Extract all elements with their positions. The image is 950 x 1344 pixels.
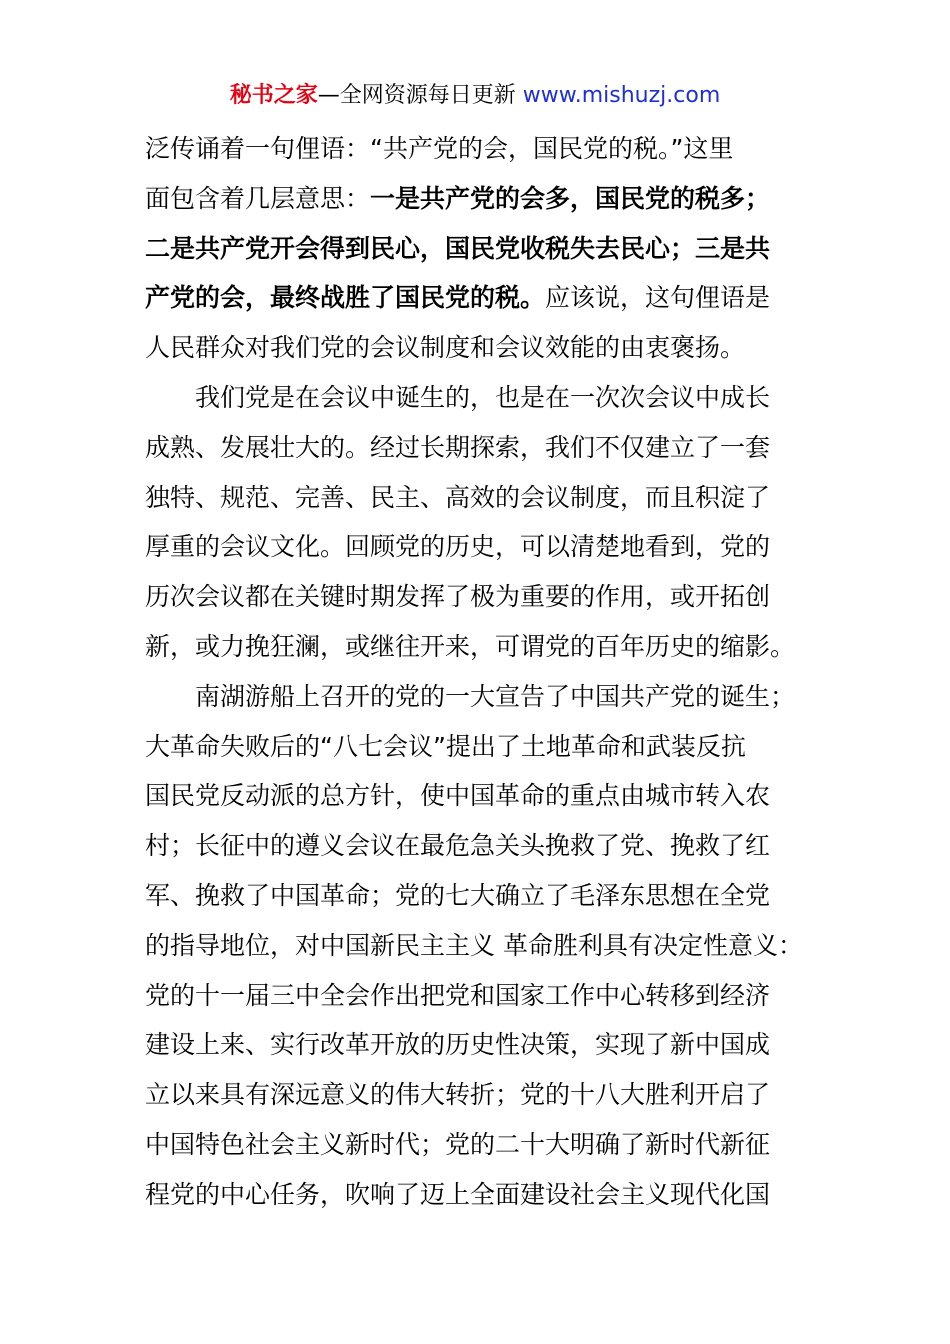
bold-text-run: 产党的会，最终战胜了国民党的税。 <box>145 283 546 313</box>
text-line: 的指导地位，对中国新民主主义 革命胜利具有决定性意义： <box>145 930 803 960</box>
text-line <box>145 174 835 224</box>
article-body <box>145 124 835 1220</box>
brand-name: 秘书之家 <box>229 83 318 108</box>
text-line: 人民群众对我们党的会议制度和会议效能的由衷褒扬。 <box>145 333 746 363</box>
header-tagline: —全网资源每日更新 <box>317 83 516 108</box>
text-line: 新，或力挽狂澜，或继往开来，可谓党的百年历史的缩影。 <box>145 631 796 661</box>
text-line: 独特、规范、完善、民主、高效的会议制度，而且积淀了 <box>145 482 771 512</box>
site-header <box>0 80 950 112</box>
text-line: 中国特色社会主义新时代；党的二十大明确了新时代新征 <box>145 1129 771 1159</box>
text-line: 村；长征中的遵义会议在最危急关头挽救了党、挽救了红 <box>145 831 771 861</box>
text-line: 国民党反动派的总方针，使中国革命的重点由城市转入农 <box>145 781 771 811</box>
text-line: 泛传诵着一句俚语：“共产党的会，国民党的税。”这里 <box>145 134 734 163</box>
paragraph-first-line: 南湖游船上召开的党的一大宣告了中国共产党的诞生； <box>195 681 796 711</box>
bold-text-line: 二是共产党开会得到民心，国民党收税失去民心；三是共 <box>145 233 771 263</box>
text-line: 大革命失败后的“八七会议”提出了土地革命和武装反抗 <box>145 731 746 761</box>
text-line <box>145 273 835 323</box>
site-url-link[interactable]: www.mishuzj.com <box>522 83 721 108</box>
paragraph-first-line: 我们党是在会议中诞生的，也是在一次次会议中成长 <box>195 382 771 412</box>
bold-text-run: 一是共产党的会多，国民党的税多； <box>370 183 771 213</box>
text-line: 军、挽救了中国革命；党的七大确立了毛泽东思想在全党 <box>145 880 771 910</box>
text-line: 成熟、发展壮大的。经过长期探索，我们不仅建立了一套 <box>145 432 771 462</box>
text-run: 应该说，这句俚语是 <box>545 283 771 313</box>
text-line: 立以来具有深远意义的伟大转折；党的十八大胜利开启了 <box>145 1080 771 1110</box>
text-line: 程党的中心任务，吹响了迈上全面建设社会主义现代化国 <box>145 1179 771 1209</box>
text-line: 建设上来、实行改革开放的历史性决策，实现了新中国成 <box>145 1030 771 1060</box>
text-line: 党的十一届三中全会作出把党和国家工作中心转移到经济 <box>145 980 771 1010</box>
text-line: 厚重的会议文化。回顾党的历史，可以清楚地看到，党的 <box>145 532 771 562</box>
text-run: 面包含着几层意思： <box>145 183 371 213</box>
text-line: 历次会议都在关键时期发挥了极为重要的作用，或开拓创 <box>145 582 771 612</box>
